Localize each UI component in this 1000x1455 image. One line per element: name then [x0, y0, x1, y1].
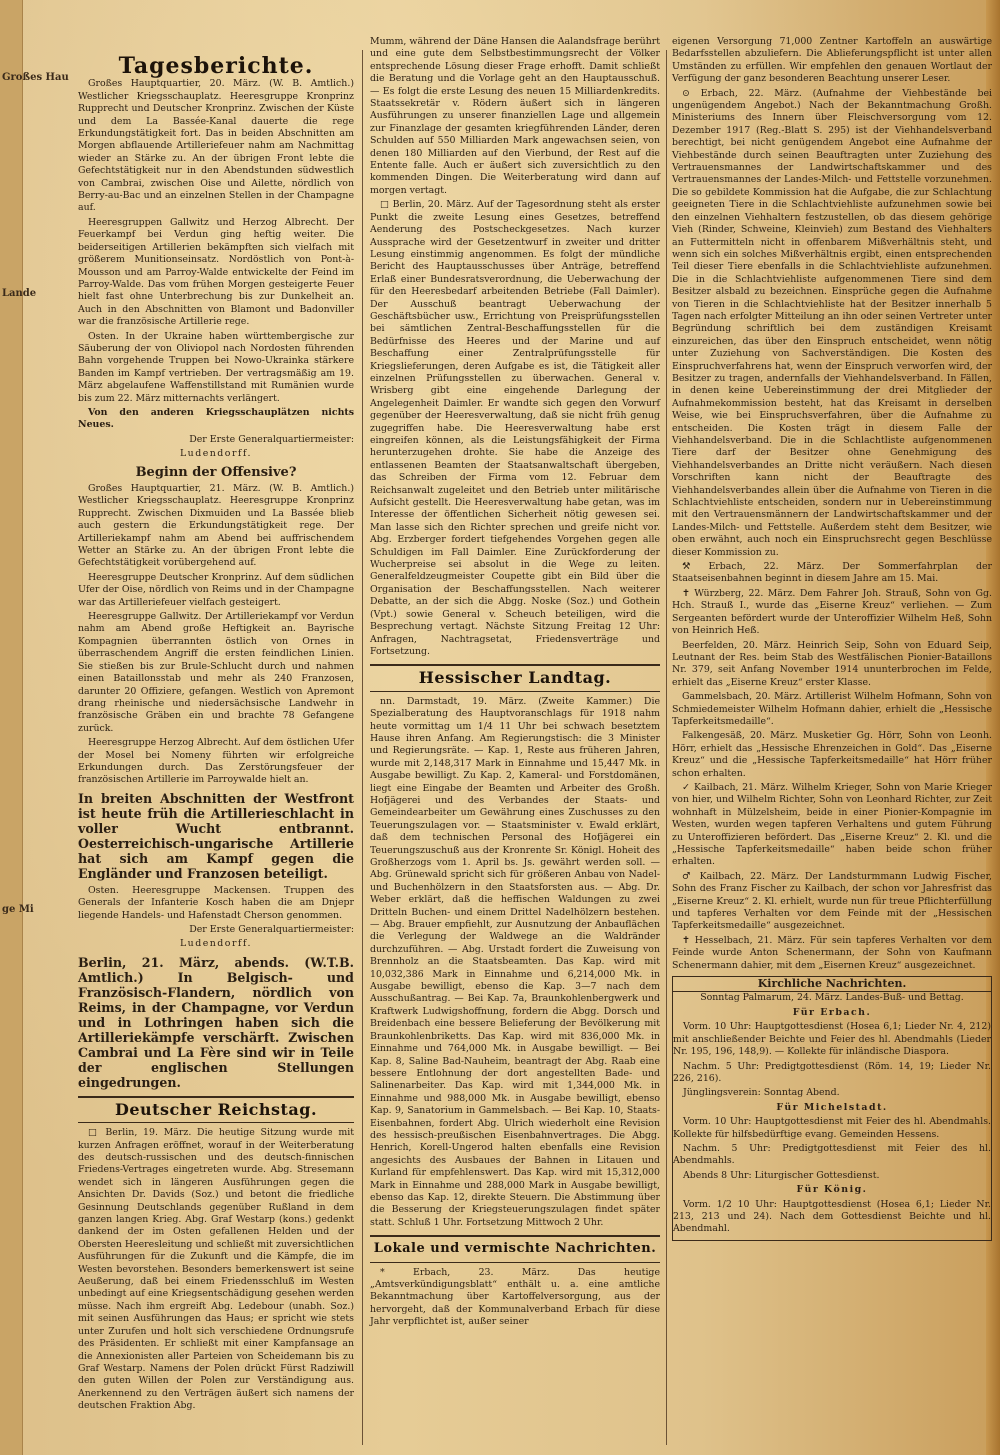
article-paragraph: Falkengesäß, 20. März. Musketier Gg. Hörr, Sohn von Leonh. Hörr, erhielt das „Hessische Ehrenzeichen in Gold“. Das „Eiserne Kreuz“ und die „Hessische Tapferkeitsmedaille“ hat Hörr früher schon erhalten.	[672, 730, 992, 779]
article-paragraph: Großes Hauptquartier, 21. März. (W. B. Amtlich.) Westlicher Kriegsschauplatz. Heeresgruppe Kronprinz Rupprecht. Zwischen Dixmuiden und La Bassée blieb auch gestern die Erkundungstätigkeit rege. Der Artilleriekampf nahm am Abend bei auffrischendem Wetter an Stärke zu. An der übrigen Front lebte die Gefechtstätigkeit vorübergehend auf.	[78, 483, 354, 569]
signature-line: Der Erste Generalquartiermeister:	[189, 433, 354, 445]
article-paragraph: □ Berlin, 19. März. Die heutige Sitzung wurde mit kurzen Anfragen eröffnet, worauf in der Weiterberatung des deutsch-russischen und des deutsch-finnischen Friedens-Vertrages eingetreten wurde. Abg. Stresemann wendet sich in längeren Ausführungen gegen die Ansichten Dr. Davids (Soz.) und betont die friedliche Gesinnung Deutschlands gegenüber Rußland in dem ganzen langen Krieg. Abg. Graf Westarp (kons.) gedenkt dankend der im Osten gefallenen Helden und der Obersten Heeresleitung und schließt mit zuversichtlichen Ausführungen für die Zukunft und die Kämpfe, die im Westen bevorstehen. Besonders bemerkenswert ist seine Aeußerung, daß bei einem Friedensschluß im Westen unbedingt auf eine Kriegsentschädigung gesehen werden müsse. Nach ihm ergreift Abg. Ledebour (unabh. Soz.) mit seinen Ausführungen das Haus; er spricht wie stets unter Zurufen und holt sich verschiedene Ordnungsrufe des Präsidenten. Er schließt mit einer Kampfansage an die Annexionisten aller Parteien von Scheidemann bis zu Graf Westarp. Namens der Polen drückt Fürst Radziwill den guten Willen der Polen zur Verständigung aus. Anerkennend zu den Verträgen äußert sich namens der deutschen Fraktion Abg.	[78, 1127, 354, 1412]
section-title-tagesberichte: Tagesberichte.	[118, 53, 314, 79]
article-paragraph: Mumm, während der Däne Hansen die Aalandsfrage berührt und eine gute dem Selbstbestimmungsrecht der Völker entsprechende Lösung dieser Frage erhofft. Damit schließt die Beratung und die Vorlage geht an den Hauptausschuß. — Es folgt die erste Lesung des neuen 15 Milliardenkredits. Staatssekretär v. Rödern äußert sich in längeren Ausführungen zu unserer finanziellen Lage und allgemein zur Finanzlage der gesamten kriegführenden Länder, deren Schulden auf 550 Milliarden Mark angewachsen seien, von denen 180 Milliarden auf den Vierbund, der Rest auf die Entente falle. Auch er äußert sich zuversichtlich zu den kommenden Dingen. Die Weiterberatung wird dann auf morgen vertagt.	[370, 36, 660, 196]
headline-offensive: Beginn der Offensive?	[135, 464, 297, 480]
bold-bulletin: Berlin, 21. März, abends. (W.T.B. Amtlich.) In Belgisch- und Französisch-Flandern, nördlich von Reims, in der Champagne, vor Verdun und in Lothringen haben sich die Artilleriekämpfe verschärft. Zwischen Cambrai und La Fère sind wir in Teile der englischen Stellungen eingedrungen.	[78, 954, 354, 1090]
section-divider	[370, 1235, 660, 1237]
article-paragraph: ♂ Kailbach, 22. März. Der Landsturmmann Ludwig Fischer, Sohn des Franz Fischer zu Kailbach, der schon vor Jahresfrist das „Eiserne Kreuz“ 2. Kl. erhielt, wurde nun für treue Pflichterfüllung und tapferes Verhalten vor dem Feinde mit der „Hessischen Tapferkeitsmedaille“ ausgezeichnet.	[672, 870, 992, 932]
article-paragraph: Beerfelden, 20. März. Heinrich Seip, Sohn von Eduard Seip, Leutnant der Res. beim Stab des Westfälischen Pionier-Bataillons Nr. 379, seit Anfang November 1914 ununterbrochen im Felde, erhielt das „Eiserne Kreuz“ erster Klasse.	[672, 639, 992, 688]
article-paragraph: Heeresgruppen Gallwitz und Herzog Albrecht. Der Feuerkampf bei Verdun ging heftig weiter. Die beiderseitigen Artillerien bekämpften sich vielfach mit größerem Munitionseinsatz. Nordöstlich von Pont-à-Mousson und am Parroy-Walde entwickelte der Feind im Parroy-Walde. Das vom frühen Morgen gesteigerte Feuer hielt fast ohne Unterbrechung bis zur Dunkelheit an. Auch in den Abschnitten von Blamont und Badonviller war die französische Artillerie rege.	[78, 216, 354, 328]
signature-line: Der Erste Generalquartiermeister:	[189, 923, 354, 935]
article-paragraph: ✝ Würzberg, 22. März. Dem Fahrer Joh. Strauß, Sohn von Gg. Hch. Strauß I., wurde das „Eiserne Kreuz“ verliehen. — Zum Sergeanten befördert wurde der Unteroffizier Wilhelm Heß, Sohn von Heinrich Heß.	[672, 587, 992, 637]
column-middle	[370, 36, 660, 1447]
section-title-reichstag: Deutscher Reichstag.	[114, 1099, 318, 1119]
article-paragraph: Osten. Heeresgruppe Mackensen. Truppen des Generals der Infanterie Kosch haben die am Dnjepr liegende Handels- und Hafenstadt Cherson genommen.	[78, 884, 354, 921]
section-divider	[370, 691, 660, 692]
column-left	[78, 36, 354, 1447]
section-title-landtag: Hessischer Landtag.	[418, 668, 612, 688]
section-divider	[78, 1122, 354, 1123]
bold-bulletin: In breiten Abschnitten der Westfront ist heute früh die Artillerieschlacht in voller Wucht entbrannt. Oesterreichisch-ungarische Artillerie hat sich am Kampf gegen die Engländer und Franzosen beteiligt.	[78, 790, 354, 881]
section-divider	[370, 664, 660, 666]
article-paragraph: □ Berlin, 20. März. Auf der Tagesordnung steht als erster Punkt die zweite Lesung eines Gesetzes, betreffend Aenderung des Postscheckgesetzes. Nach kurzer Aussprache wird der Gesetzentwurf in zweiter und dritter Lesung einstimmig angenommen. Es folgt der mündliche Bericht des Hauptausschusses über Anträge, betreffend Erlaß einer Bundesratsverordnung, die Ueberwachung der für den Heeresbedarf arbeitenden Betriebe (Fall Daimler). Der Ausschuß beantragt Ueberwachung der Geschäftsbücher usw., Errichtung von Preisprüfungsstellen bei sämtlichen Zentral-Beschaffungsstellen für die Bedürfnisse des Heeres und der Marine und auf Beschaffung einer Zentralprüfungsstelle für Kriegslieferungen, deren Aufgabe es ist, die Tätigkeit aller einzelnen Prüfungsstellen zu überwachen. General v. Wrisberg gibt eine eingehende Darlegung der Angelegenheit Daimler. Er wandte sich gegen den Vorwurf gegenüber der Heeresverwaltung, daß sie nicht früh genug zugegriffen habe. Die Heeresverwaltung habe erst eingreifen können, als die Leistungsfähigkeit der Firma herunterzugehen drohte. Sie habe die Anzeige des entlassenen Beamten der Staatsanwaltschaft übergeben, das Schreiben der Firma vom 12. Februar dem Reichsanwalt zugeleitet und den Betrieb unter militärische Aufsicht gestellt. Die Heeresverwaltung habe getan, was im Interesse der öffentlichen Sicherheit nötig gewesen sei. Man lasse sich den Richter sprechen und greife nicht vor. Abg. Erzberger fordert tiefgehendes Vorgehen gegen alle Schuldigen im Fall Daimler. Eine Zurückforderung der Wucherpreise sei absolut in die Wege zu leiten. Generalfeldzeugmeister Coupette gibt ein Bild über die Organisation der Beschaffungsstellen. Nach weiterer Debatte, an der sich die Abgg. Noske (Soz.) und Gothein (Vpt.) sowie General v. Scheuch beteiligen, wird die Besprechung vertagt. Nächste Sitzung Freitag 12 Uhr: Anfragen, Nachtragsetat, Friedensverträge und Fortsetzung.	[370, 199, 660, 657]
article-paragraph: Gammelsbach, 20. März. Artillerist Wilhelm Hofmann, Sohn von Schmiedemeister Wilhelm Hofmann dahier, erhielt die „Hessische Tapferkeitsmedaille“.	[672, 691, 992, 727]
church-location: Für Erbach.	[792, 1006, 872, 1018]
article-paragraph: ⚒ Erbach, 22. März. Der Sommerfahrplan der Staatseisenbahnen beginnt in diesem Jahre am 15. Mai.	[672, 561, 992, 585]
column-right	[672, 36, 992, 1447]
article-paragraph: Von den anderen Kriegsschauplätzen nichts Neues.	[78, 406, 354, 431]
article-paragraph: Heeresgruppe Gallwitz. Der Artilleriekampf vor Verdun nahm am Abend große Heftigkeit an. Bayrische Kompagnien überrannten östlich von Ornes in überraschendem Angriff die ersten feindlichen Linien. Sie stießen bis zur Brule-Schlucht durch und nahmen einen Bataillonsstab und mehr als 240 Franzosen, darunter 20 Offiziere, gefangen. Westlich von Apremont drang rheinische und niedersächsische Landwehr in französische Gräben ein und brachte 78 Gefangene zurück.	[78, 611, 354, 734]
signature-name: Ludendorff.	[179, 938, 253, 950]
article-paragraph: Osten. In der Ukraine haben württembergische zur Säuberung der von Oliviopol nach Nordosten führenden Bahn vorgehende Truppen bei Nowo-Ukrainka stärkere Banden im Kampf vertrieben. Der vertragsmäßig am 19. März abgelaufene Waffenstillstand mit Rumänien wurde bis zum 22. März mitternachts verlängert.	[78, 330, 354, 404]
section-divider	[78, 1096, 354, 1098]
article-paragraph: Heeresgruppe Deutscher Kronprinz. Auf dem südlichen Ufer der Oise, nördlich von Reims und in der Champagne war das Artilleriefeuer vielfach gesteigert.	[78, 571, 354, 608]
church-service: Vorm. 1/2 10 Uhr: Hauptgottesdienst (Hosea 6,1; Lieder Nr. 213, 213 und 24). Nach dem Gottesdienst Beichte und hl. Abendmahl.	[673, 1198, 991, 1235]
church-location: Für Michelstadt.	[776, 1101, 888, 1113]
church-service: Vorm. 10 Uhr: Hauptgottesdienst mit Feier des hl. Abendmahls. Kollekte für hilfsbedürftige evang. Gemeinden Hessens.	[673, 1116, 991, 1140]
church-news-box	[672, 976, 992, 1241]
edge-line: ge Mi	[2, 904, 34, 915]
article-paragraph: eigenen Versorgung 71,000 Zentner Kartoffeln an auswärtige Bedarfsstellen abzuliefern. Die Ablieferungspflicht ist unter allen Umständen zu erfüllen. Wir empfehlen den genauen Wortlaut der Verfügung der ganz besonderen Beachtung unserer Leser.	[672, 36, 992, 85]
signature-name: Ludendorff.	[179, 448, 253, 460]
church-news-date: Sonntag Palmarum, 24. März. Landes-Buß- und Bettag.	[700, 992, 964, 1004]
edge-line: Großes Hau	[2, 72, 69, 83]
column-rule	[666, 50, 667, 1445]
section-divider	[370, 1262, 660, 1263]
article-paragraph: Großes Hauptquartier, 20. März. (W. B. Amtlich.) Westlicher Kriegsschauplatz. Heeresgruppe Kronprinz Rupprecht und Deutscher Kronprinz. Zwischen der Küste und dem La Bassée-Kanal dauerte die rege Erkundungstätigkeit fort. Das in beiden Abschnitten am Morgen abflauende Artilleriefeuer nahm am Nachmittag wieder an Stärke zu. An der übrigen Front lebte die Gefechtstätigkeit nur in den Abendstunden südwestlich von Cambrai, zwischen Oise und Ailette, nördlich von Berry-au-Bac und an einzelnen Stellen in der Champagne auf.	[78, 78, 354, 214]
church-service: Nachm. 5 Uhr: Predigtgottesdienst mit Feier des hl. Abendmahls.	[673, 1142, 991, 1167]
adjacent-page-edge	[0, 0, 69, 1455]
column-rule	[362, 50, 363, 1445]
church-location: Für König.	[796, 1184, 868, 1196]
church-service: Vorm. 10 Uhr: Hauptgottesdienst (Hosea 6,1; Lieder Nr. 4, 212) mit anschließender Beichte und Feier des hl. Abendmahls (Lieder Nr. 195, 196, 148,9). — Kollekte für inländische Diaspora.	[673, 1021, 991, 1058]
article-paragraph: nn. Darmstadt, 19. März. (Zweite Kammer.) Die Spezialberatung des Hauptvoranschlags für 1918 nahm heute vormittag um 1/4 11 Uhr bei schwach besetztem Hause ihren Anfang. Am Regierungstisch: die 3 Minister und Regierungsräte. — Kap. 1, Reste aus früheren Jahren, wurde mit 2,148,317 Mark in Einnahme und 15,447 Mk. in Ausgabe bewilligt. Zu Kap. 2, Kameral- und Forstdomänen, liegt eine Eingabe der Beamten und Arbeiter des Großh. Hofjägerei und des Verbandes der Staats- und Gemeindearbeiter um Gewährung eines Zuschusses zu den Teuerungszulagen vor. — Staatsminister v. Ewald erklärt, daß dem technischen Personal des Hofjägerei ein Teuerungszuschuß aus der Kronrente Sr. Königl. Hoheit des Großherzogs vom 1. April bs. Js. gewährt werden soll. — Abg. Grünewald spricht sich für größeren Anbau von Nadel- und Buchenhölzern in den Staatsforsten aus. — Abg. Dr. Weber erklärt, daß die heffischen Waldungen zu zwei Dritteln Buchen- und einem Drittel Nadelhölzern bestehen. — Abg. Brauer empfiehlt, zur Ausnutzung der Anbauflächen die Verlegung der Waldwege an die Waldränder durchzuführen. — Abg. Urstadt fordert die Zuweisung von Brennholz an die Staatsbeamten. Das Kap. wird mit 10,032,386 Mark in Einnahme und 6,214,000 Mk. in Ausgabe bewilligt, ebenso die Kap. 3—7 nach dem Ausschußantrag. — Bei Kap. 7a, Braunkohlenbergwerk und Kraftwerk Ludwigshoffnung, fordern die Abgg. Dorsch und Breidenbach eine bessere Belieferung der Bevölkerung mit Braunkohlenbriketts. Das Kap. wird mit 836,000 Mk. in Einnahme und 764,000 Mk. in Ausgabe bewilligt. — Bei Kap. 8, Saline Bad-Nauheim, beantragt der Abg. Raab eine bessere Entlohnung der dort angestellten Bade- und Salinenarbeiter. Das Kap. wird mit 1,344,000 Mk. in Einnahme und 988,000 Mk. in Ausgabe bewilligt, ebenso Kap. 9, Sanatorium in Gammelsbach. — Bei Kap. 10, Staats-Eisenbahnen, fordert Abg. Ulrich wiederholt eine Revision des hessisch-preußischen Eisenbahnvertrages. Die Abgg. Henrich, Korell-Ungerod halten ebenfalls eine Revision angesichts des Ausbaues der Bahnen in Litauen und Kurland für empfehlenswert. Das Kap. wird mit 15,312,000 Mark in Einnahme und 288,000 Mark in Ausgabe bewilligt, ebenso das Kap. 12, direkte Steuern. Die Abstimmung über die Besserung der Kriegsteuerungszulagen findet später statt. Schluß 1 Uhr. Fortsetzung Mittwoch 2 Uhr.	[370, 695, 660, 1228]
article-paragraph: * Erbach, 23. März. Das heutige „Amtsverkündigungsblatt“ enthält u. a. eine amtliche Bekanntmachung über Kartoffelversorgung, aus der hervorgeht, daß der Kommunalverband Erbach für diese Jahr verpflichtet ist, außer seiner	[370, 1266, 660, 1328]
article-paragraph: Heeresgruppe Herzog Albrecht. Auf dem östlichen Ufer der Mosel bei Nomeny führten wir erfolgreiche Erkundungen durch. Das Zerstörungsfeuer der französischen Artillerie im Parroywalde hielt an.	[78, 737, 354, 786]
section-title-lokales: Lokale und vermischte Nachrichten.	[373, 1241, 657, 1257]
article-paragraph: ⊙ Erbach, 22. März. (Aufnahme der Viehbestände bei ungenügendem Angebot.) Nach der Bekanntmachung Großh. Ministeriums des Innern über Fleischversorgung vom 12. Dezember 1917 (Reg.-Blatt S. 295) ist der Viehhandelsverband berechtigt, bei nicht genügendem Angebot eine Aufnahme der Viehbestände durch seinen Beauftragten unter Zuziehung des Vertrauensmannes der Landwirtschaftskammer und des Vertrauensmannes der Landes-Milch- und Fettstelle vorzunehmen. Die so gebildete Kommission hat die Aufgabe, die zur Schlachtung geeigneten Tiere in die Schlachtviehliste aufzunehmen sowie bei den einzelnen Viehhaltern festzustellen, ob das diesem gehörige Vieh (Rinder, Schweine, Kleinvieh) zum Bestand des Viehhalters an Futtermitteln nicht in offenbarem Mißverhältnis steht, und wenn sich ein solches Mißverhältnis ergibt, einen entsprechenden Teil dieser Tiere ebenfalls in die Schlachtviehliste aufzunehmen. Die in die Schlachtviehliste aufgenommenen Tiere sind dem Besitzer alsbald zu bezeichnen. Einsprüche gegen die Aufnahme von Tieren in die Schlachtviehliste hat der Besitzer innerhalb 5 Tagen nach erfolgter Mitteilung an ihn oder seinen Vertreter unter Begründung schriftlich bei dem zuständigen Kreisamt einzureichen, das über den Einspruch entscheidet, wenn nötig unter Zuziehung von Sachverständigen. Die Kosten des Einspruchverfahrens hat, wenn der Einspruch verworfen wird, der Besitzer zu tragen, andernfalls der Viehhandelsverband. In Fällen, in denen keine Uebereinstimmung der drei Mitglieder der Aufnahmekommission besteht, hat das Kreisamt in derselben Weise, wie bei Einspruchsverfahren, über die Aufnahme zu entscheiden. Die Kosten trägt in diesem Falle der Viehhandelsverband. Die in die Schlachtliste aufgenommenen Tiere darf der Besitzer ohne Genehmigung des Viehhandelsverbandes an Dritte nicht veräußern. Nach diesen Vorschriften kann nicht der Beauftragte des Viehhandelsverbandes allein über die Aufnahme von Tieren in die Schlachtviehliste entscheiden, sondern nur in Uebereinstimmung mit den Vertrauensmännern der Landwirtschaftskammer und der Landes-Milch- und Fettstelle. Außerdem steht dem Besitzer, wie oben erwähnt, auch noch ein Einspruchsrecht gegen Beschlüsse dieser Kommission zu.	[672, 87, 992, 558]
edge-line: Lande	[2, 288, 37, 299]
church-news-title: Kirchliche Nachrichten.	[673, 977, 991, 992]
church-service: Nachm. 5 Uhr: Predigtgottesdienst (Röm. 14, 19; Lieder Nr. 226, 216).	[673, 1060, 991, 1084]
church-service: Jünglingsverein: Sonntag Abend.	[683, 1087, 840, 1099]
article-paragraph: ✝ Hesselbach, 21. März. Für sein tapferes Verhalten vor dem Feinde wurde Anton Schenermann, der Sohn von Kaufmann Schenermann dahier, mit dem „Eisernen Kreuz“ ausgezeichnet.	[672, 934, 992, 971]
church-service: Abends 8 Uhr: Liturgischer Gottesdienst.	[683, 1169, 880, 1181]
article-paragraph: ✓ Kailbach, 21. März. Wilhelm Krieger, Sohn von Marie Krieger von hier, und Wilhelm Richter, Sohn von Leonhard Richter, zur Zeit wohnhaft in Mülzelsheim, beide in einer Pionier-Kompagnie im Westen, wurden wegen tapferen Verhaltens und gutem Führung zu Unteroffizieren befördert. Das „Eiserne Kreuz“ 2. Kl. und die „Hessische Tapferkeitsmedaille“ haben beide schon früher erhalten.	[672, 781, 992, 868]
